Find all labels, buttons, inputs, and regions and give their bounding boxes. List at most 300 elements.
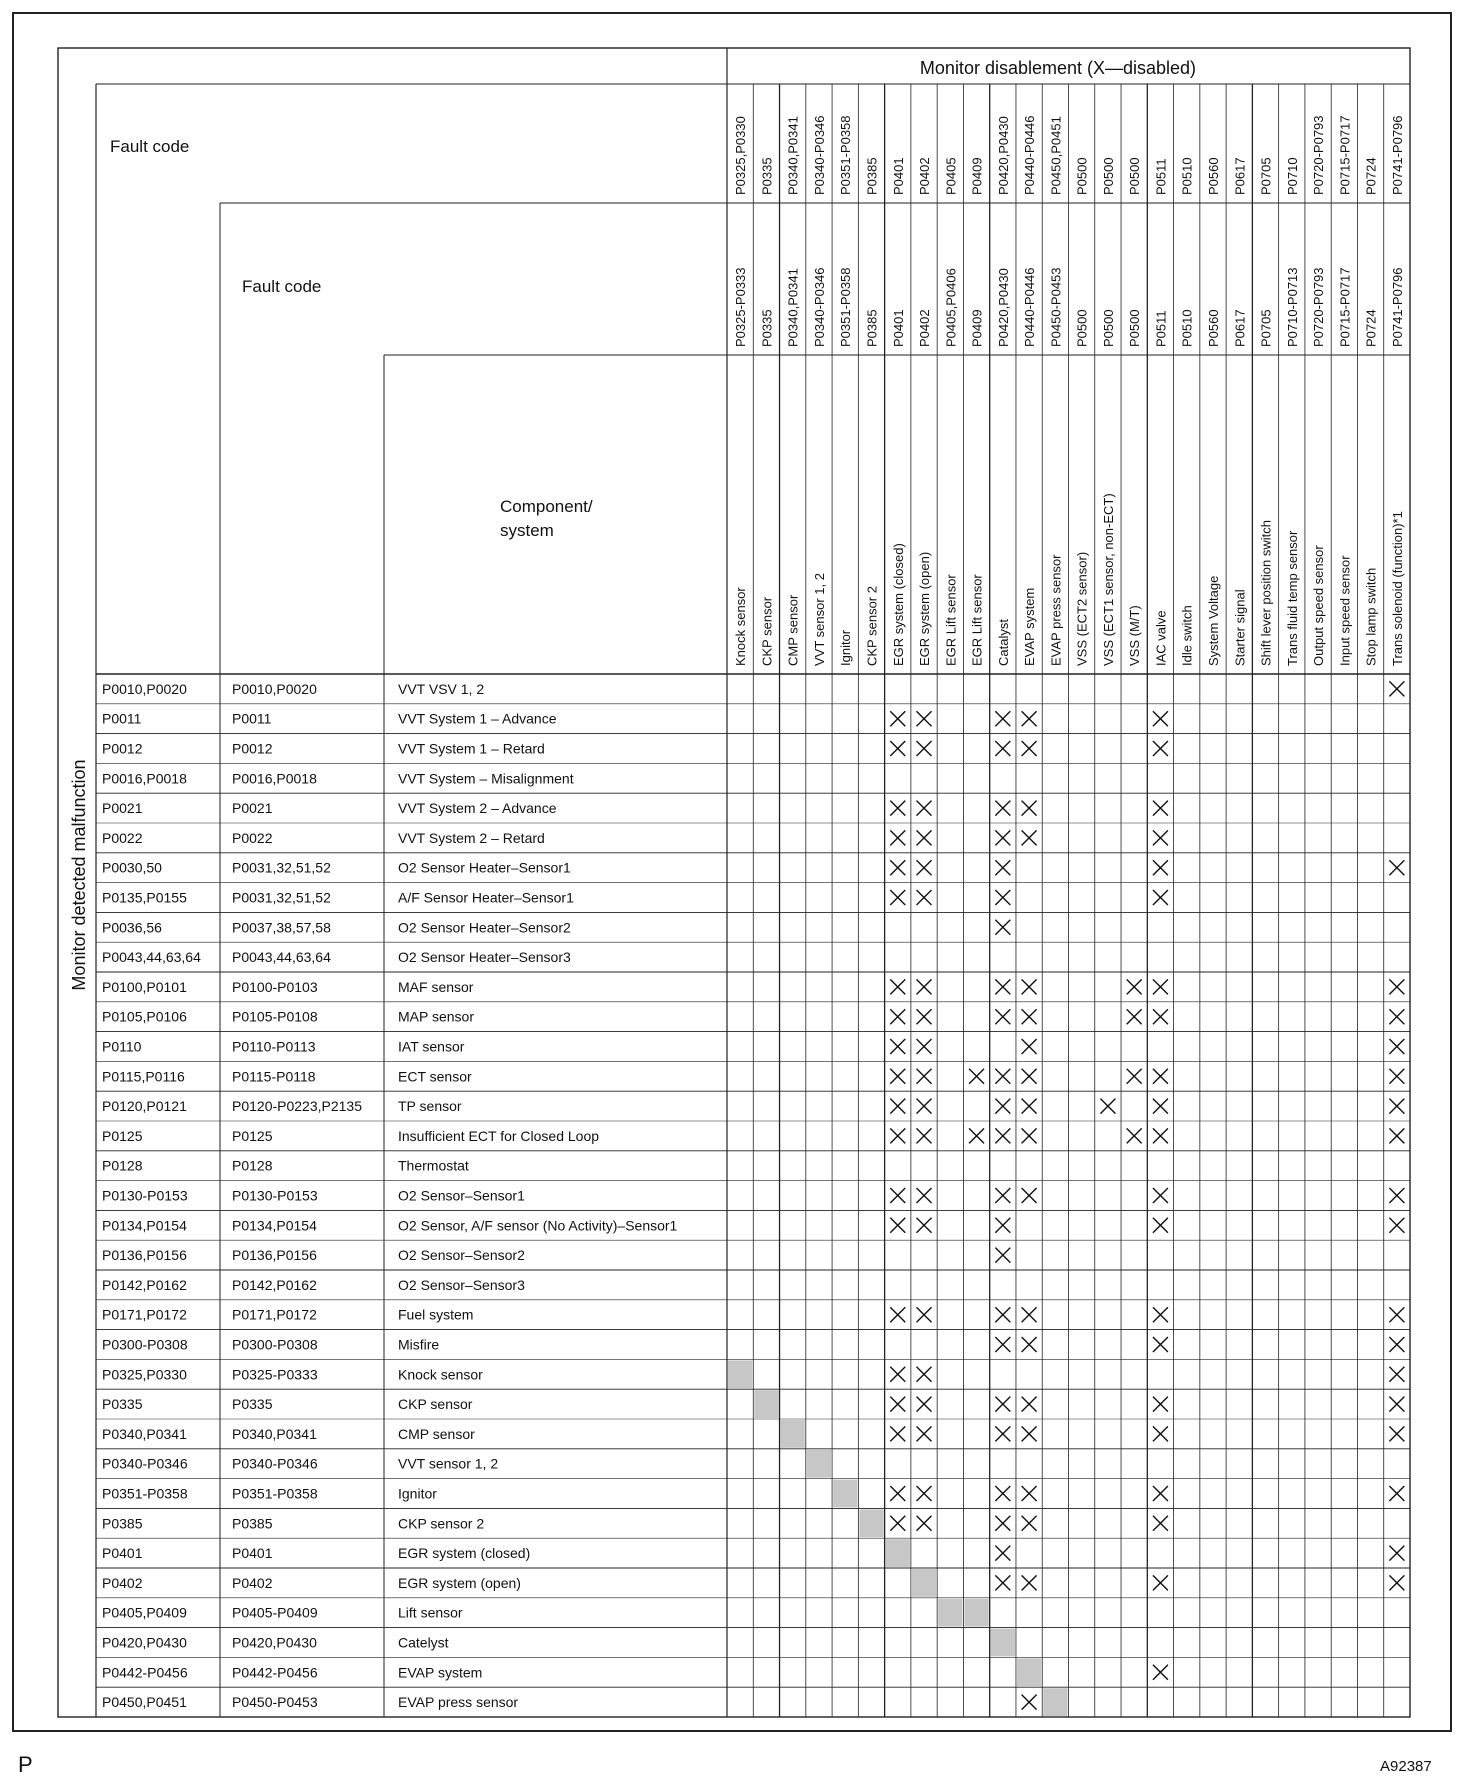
row-code-secondary: P0128: [232, 1157, 273, 1174]
x-mark: [1389, 681, 1404, 696]
column-code-primary: P0715-P0717: [1337, 115, 1353, 195]
figure-id: A92387: [1380, 1758, 1432, 1775]
column-component-name: Output speed sensor: [1311, 545, 1327, 666]
row-component: Thermostat: [398, 1157, 469, 1174]
column-code-primary: P0401: [890, 157, 906, 195]
x-mark: [917, 1009, 932, 1024]
x-mark: [1153, 1516, 1168, 1531]
shaded-cell: [728, 1360, 752, 1388]
column-code-secondary: P0511: [1153, 310, 1169, 347]
column-code-secondary: P0420,P0430: [995, 268, 1011, 347]
row-code-primary: P0120,P0121: [102, 1098, 187, 1115]
x-mark: [890, 1307, 905, 1322]
row-code-secondary: P0442-P0456: [232, 1664, 318, 1681]
row-component: MAP sensor: [398, 1008, 474, 1025]
column-code-secondary: P0500: [1127, 309, 1143, 347]
row-component: Lift sensor: [398, 1604, 463, 1621]
x-mark: [1389, 1397, 1404, 1412]
row-code-secondary: P0385: [232, 1515, 273, 1532]
column-component-name: Stop lamp switch: [1363, 567, 1379, 666]
column-component-name: Shift lever position switch: [1258, 520, 1274, 666]
x-mark: [1127, 1009, 1142, 1024]
row-code-secondary: P0134,P0154: [232, 1217, 317, 1234]
x-mark: [917, 830, 932, 845]
row-code-primary: P0405,P0409: [102, 1604, 187, 1621]
x-mark: [1389, 1575, 1404, 1590]
x-mark: [995, 1307, 1010, 1322]
x-mark: [995, 1575, 1010, 1590]
x-mark: [890, 830, 905, 845]
column-code-secondary: P0617: [1232, 309, 1248, 347]
row-component: VVT sensor 1, 2: [398, 1455, 499, 1472]
column-code-primary: P0405: [943, 157, 959, 195]
x-mark: [1153, 1188, 1168, 1203]
row-code-secondary: P0031,32,51,52: [232, 859, 331, 876]
column-code-secondary: P0340,P0341: [785, 268, 801, 347]
table-labels: [69, 58, 1196, 991]
column-code-secondary: P0450-P0453: [1048, 267, 1064, 347]
x-mark: [1153, 711, 1168, 726]
row-code-primary: P0134,P0154: [102, 1217, 187, 1234]
x-mark: [1153, 1486, 1168, 1501]
x-mark: [917, 1218, 932, 1233]
x-mark: [1022, 830, 1037, 845]
x-mark: [1389, 1069, 1404, 1084]
column-code-primary: P0325,P0330: [733, 116, 749, 195]
row-code-primary: P0010,P0020: [102, 680, 187, 697]
row-code-primary: P0012: [102, 740, 143, 757]
row-code-secondary: P0405-P0409: [232, 1604, 318, 1621]
row-component: O2 Sensor Heater–Sensor2: [398, 919, 571, 936]
x-mark: [890, 741, 905, 756]
shaded-cell: [833, 1480, 857, 1508]
row-code-secondary: P0016,P0018: [232, 770, 317, 787]
column-code-primary: P0340-P0346: [811, 115, 827, 195]
x-mark: [917, 1039, 932, 1054]
x-mark: [1022, 1695, 1037, 1710]
x-mark: [1022, 1069, 1037, 1084]
x-mark: [1127, 1128, 1142, 1143]
row-code-secondary: P0021: [232, 800, 273, 817]
x-mark: [917, 741, 932, 756]
column-code-secondary: P0335: [759, 309, 775, 347]
column-code-primary: P0617: [1232, 157, 1248, 195]
row-code-secondary: P0120-P0223,P2135: [232, 1098, 362, 1115]
column-code-primary: P0402: [917, 157, 933, 195]
x-mark: [995, 801, 1010, 816]
column-component-name: Ignitor: [838, 629, 854, 666]
column-component-name: VVT sensor 1, 2: [811, 573, 827, 666]
x-mark: [1127, 1069, 1142, 1084]
row-component: VVT System 2 – Retard: [398, 829, 545, 846]
x-mark: [995, 979, 1010, 994]
row-code-primary: P0128: [102, 1157, 143, 1174]
monitor-title: Monitor disablement (X—disabled): [919, 58, 1197, 78]
row-code-primary: P0420,P0430: [102, 1634, 187, 1651]
shaded-cell: [991, 1629, 1015, 1657]
x-mark: [995, 860, 1010, 875]
row-code-primary: P0043,44,63,64: [102, 949, 201, 966]
x-mark: [890, 1397, 905, 1412]
x-mark: [995, 1486, 1010, 1501]
column-code-primary: P0500: [1127, 157, 1143, 195]
x-mark: [917, 1307, 932, 1322]
column-code-primary: P0710: [1284, 157, 1300, 195]
row-code-primary: P0351-P0358: [102, 1485, 188, 1502]
row-code-primary: P0401: [102, 1545, 143, 1562]
x-mark: [1022, 1188, 1037, 1203]
x-mark: [890, 1367, 905, 1382]
row-code-secondary: P0037,38,57,58: [232, 919, 331, 936]
column-code-secondary: P0340-P0346: [811, 267, 827, 347]
row-code-primary: P0340-P0346: [102, 1455, 188, 1472]
column-code-primary: P0351-P0358: [838, 115, 854, 195]
x-mark: [890, 1069, 905, 1084]
row-code-primary: P0130-P0153: [102, 1187, 188, 1204]
row-component: CKP sensor: [398, 1396, 473, 1413]
row-component: O2 Sensor Heater–Sensor1: [398, 859, 571, 876]
x-mark: [917, 1128, 932, 1143]
row-code-primary: P0036,56: [102, 919, 162, 936]
x-mark: [890, 860, 905, 875]
x-mark: [1022, 1039, 1037, 1054]
x-mark: [1153, 979, 1168, 994]
column-code-secondary: P0405,P0406: [943, 268, 959, 347]
row-code-secondary: P0171,P0172: [232, 1306, 317, 1323]
row-code-secondary: P0335: [232, 1396, 273, 1413]
x-mark: [1389, 1546, 1404, 1561]
column-code-secondary: P0385: [864, 309, 880, 347]
x-mark: [1153, 890, 1168, 905]
x-mark: [917, 1426, 932, 1441]
row-code-secondary: P0130-P0153: [232, 1187, 318, 1204]
x-mark: [1100, 1099, 1115, 1114]
row-code-primary: P0110: [102, 1038, 142, 1055]
x-mark: [917, 1516, 932, 1531]
row-component: Knock sensor: [398, 1366, 483, 1383]
x-mark: [917, 1069, 932, 1084]
row-code-primary: P0115,P0116: [102, 1068, 185, 1085]
x-mark: [1153, 1069, 1168, 1084]
shaded-cell: [912, 1569, 936, 1597]
row-code-secondary: P0401: [232, 1545, 273, 1562]
x-mark: [917, 890, 932, 905]
x-mark: [890, 1486, 905, 1501]
x-mark: [1389, 1307, 1404, 1322]
column-component-name: Catalyst: [995, 619, 1011, 666]
row-code-secondary: P0125: [232, 1127, 273, 1144]
row-component: MAF sensor: [398, 978, 474, 995]
column-code-primary: P0500: [1074, 157, 1090, 195]
column-component-name: EGR system (open): [917, 551, 933, 666]
x-mark: [969, 1128, 984, 1143]
x-mark: [995, 1337, 1010, 1352]
column-code-secondary: P0724: [1363, 309, 1379, 347]
shaded-cell: [781, 1420, 805, 1448]
row-code-secondary: P0402: [232, 1574, 273, 1591]
row-code-secondary: P0012: [232, 740, 273, 757]
column-code-secondary: P0500: [1074, 309, 1090, 347]
x-mark: [890, 1516, 905, 1531]
x-mark: [1389, 1188, 1404, 1203]
row-component: O2 Sensor–Sensor2: [398, 1247, 525, 1264]
x-mark: [917, 801, 932, 816]
row-code-primary: P0100,P0101: [102, 978, 187, 995]
row-component: EVAP system: [398, 1664, 483, 1681]
row-code-primary: P0016,P0018: [102, 770, 187, 787]
row-component: O2 Sensor–Sensor1: [398, 1187, 525, 1204]
x-mark: [1389, 1218, 1404, 1233]
column-component-name: EVAP press sensor: [1048, 554, 1064, 666]
x-mark: [1153, 1099, 1168, 1114]
column-component-name: CMP sensor: [785, 594, 801, 666]
x-mark: [890, 1218, 905, 1233]
row-code-secondary: P0340,P0341: [232, 1425, 317, 1442]
component-label-line1: Component/: [500, 497, 593, 516]
x-mark: [995, 1397, 1010, 1412]
x-mark: [890, 1009, 905, 1024]
column-component-name: EGR system (closed): [890, 543, 906, 666]
x-mark: [995, 890, 1010, 905]
x-mark: [1153, 1397, 1168, 1412]
row-code-primary: P0011: [102, 710, 142, 727]
x-mark: [1153, 1009, 1168, 1024]
x-mark: [995, 741, 1010, 756]
column-code-secondary: P0705: [1258, 309, 1274, 347]
x-mark: [1153, 1665, 1168, 1680]
column-component-name: VSS (ECT1 sensor, non-ECT): [1100, 493, 1116, 666]
row-component: Fuel system: [398, 1306, 474, 1323]
x-mark: [1153, 1307, 1168, 1322]
row-component: EGR system (open): [398, 1574, 521, 1591]
row-code-secondary: P0450-P0453: [232, 1694, 318, 1711]
x-mark: [1389, 1099, 1404, 1114]
x-mark: [890, 1128, 905, 1143]
x-mark: [1153, 741, 1168, 756]
x-mark: [1153, 801, 1168, 816]
row-code-primary: P0135,P0155: [102, 889, 187, 906]
x-mark: [1389, 1486, 1404, 1501]
x-mark: [917, 1367, 932, 1382]
row-code-primary: P0021: [102, 800, 143, 817]
x-mark: [969, 1069, 984, 1084]
column-code-primary: P0385: [864, 157, 880, 195]
x-mark: [995, 830, 1010, 845]
row-component: VVT System – Misalignment: [398, 770, 574, 787]
shaded-cell: [938, 1599, 962, 1627]
row-code-secondary: P0022: [232, 829, 273, 846]
row-code-primary: P0171,P0172: [102, 1306, 187, 1323]
row-code-primary: P0450,P0451: [102, 1694, 187, 1711]
x-mark: [1153, 1575, 1168, 1590]
x-mark: [1389, 1128, 1404, 1143]
x-mark: [890, 801, 905, 816]
row-code-primary: P0335: [102, 1396, 143, 1413]
row-component: IAT sensor: [398, 1038, 465, 1055]
x-mark: [1153, 830, 1168, 845]
row-component: VVT System 1 – Retard: [398, 740, 545, 757]
column-code-primary: P0511: [1153, 158, 1169, 195]
x-mark: [1022, 1397, 1037, 1412]
row-code-secondary: P0325-P0333: [232, 1366, 318, 1383]
x-mark: [917, 860, 932, 875]
column-component-name: EGR Lift sensor: [969, 574, 985, 666]
shaded-cell: [807, 1450, 831, 1478]
fault-code-outer-label: Fault code: [110, 137, 190, 156]
row-component: EGR system (closed): [398, 1545, 531, 1562]
row-code-secondary: P0136,P0156: [232, 1247, 317, 1264]
x-mark: [1022, 1575, 1037, 1590]
column-component-name: Input speed sensor: [1337, 555, 1353, 666]
column-code-primary: P0340,P0341: [785, 116, 801, 195]
row-component: A/F Sensor Heater–Sensor1: [398, 889, 574, 906]
row-component: CKP sensor 2: [398, 1515, 485, 1532]
x-mark: [1153, 860, 1168, 875]
column-code-secondary: P0710-P0713: [1284, 267, 1300, 347]
column-code-secondary: P0720-P0793: [1311, 267, 1327, 347]
x-mark: [995, 920, 1010, 935]
x-mark: [1389, 1367, 1404, 1382]
row-code-secondary: P0142,P0162: [232, 1276, 317, 1293]
row-code-primary: P0442-P0456: [102, 1664, 188, 1681]
row-code-secondary: P0340-P0346: [232, 1455, 318, 1472]
x-mark: [1022, 711, 1037, 726]
row-component: O2 Sensor, A/F sensor (No Activity)–Sensor1: [398, 1217, 678, 1234]
row-code-secondary: P0105-P0108: [232, 1008, 318, 1025]
column-component-name: IAC valve: [1153, 610, 1169, 666]
column-code-primary: P0440-P0446: [1022, 115, 1038, 195]
row-code-secondary: P0043,44,63,64: [232, 949, 331, 966]
x-mark: [890, 1099, 905, 1114]
x-mark: [917, 711, 932, 726]
column-code-secondary: P0715-P0717: [1337, 267, 1353, 347]
x-mark: [890, 711, 905, 726]
x-mark: [1022, 1009, 1037, 1024]
column-component-name: EGR Lift sensor: [943, 574, 959, 666]
x-mark: [995, 1069, 1010, 1084]
column-code-secondary: P0325-P0333: [733, 267, 749, 347]
x-mark: [1022, 1128, 1037, 1143]
column-code-secondary: P0409: [969, 309, 985, 347]
column-component-name: System Voltage: [1205, 575, 1221, 666]
row-code-primary: P0142,P0162: [102, 1276, 187, 1293]
x-mark: [1389, 1009, 1404, 1024]
x-mark: [995, 1426, 1010, 1441]
row-component: O2 Sensor Heater–Sensor3: [398, 949, 571, 966]
shaded-cell: [1017, 1658, 1041, 1686]
row-labels: [102, 681, 678, 1710]
shaded-cell: [754, 1390, 778, 1418]
x-mark: [1022, 1307, 1037, 1322]
x-mark: [1022, 741, 1037, 756]
row-code-secondary: P0031,32,51,52: [232, 889, 331, 906]
x-mark: [917, 1099, 932, 1114]
column-component-name: Trans fluid temp sensor: [1284, 530, 1300, 666]
x-mark: [995, 1546, 1010, 1561]
column-code-secondary: P0741-P0796: [1389, 267, 1405, 347]
column-component-name: Idle switch: [1179, 605, 1195, 666]
row-code-primary: P0402: [102, 1574, 143, 1591]
column-code-secondary: P0351-P0358: [838, 267, 854, 347]
row-component: ECT sensor: [398, 1068, 472, 1085]
fault-code-inner-label: Fault code: [242, 277, 322, 296]
x-mark: [995, 1009, 1010, 1024]
row-component: VVT VSV 1, 2: [398, 680, 485, 697]
x-mark: [995, 711, 1010, 726]
shaded-cell: [886, 1539, 910, 1567]
column-code-primary: P0450,P0451: [1048, 116, 1064, 195]
x-mark: [1022, 1516, 1037, 1531]
column-component-name: Starter signal: [1232, 589, 1248, 666]
column-component-name: VSS (ECT2 sensor): [1074, 551, 1090, 666]
x-mark: [890, 979, 905, 994]
column-code-primary: P0335: [759, 157, 775, 195]
column-code-secondary: P0560: [1205, 309, 1221, 347]
x-mark: [1389, 1039, 1404, 1054]
component-label-line2: system: [500, 521, 554, 540]
column-headers: [733, 115, 1405, 666]
x-mark: [917, 979, 932, 994]
row-component: O2 Sensor–Sensor3: [398, 1276, 525, 1293]
x-mark: [995, 1188, 1010, 1203]
column-code-secondary: P0510: [1179, 309, 1195, 347]
row-code-secondary: P0420,P0430: [232, 1634, 317, 1651]
x-mark: [890, 890, 905, 905]
column-code-primary: P0420,P0430: [995, 116, 1011, 195]
x-mark: [890, 1426, 905, 1441]
side-label: Monitor detected malfunction: [69, 759, 89, 991]
row-component: Insufficient ECT for Closed Loop: [398, 1127, 600, 1144]
column-code-primary: P0500: [1100, 157, 1116, 195]
row-code-primary: P0030,50: [102, 859, 162, 876]
row-code-primary: P0385: [102, 1515, 143, 1532]
row-code-primary: P0105,P0106: [102, 1008, 187, 1025]
row-component: CMP sensor: [398, 1425, 475, 1442]
row-code-secondary: P0110-P0113: [232, 1038, 316, 1055]
row-code-secondary: P0010,P0020: [232, 680, 317, 697]
row-component: TP sensor: [398, 1098, 462, 1115]
row-code-primary: P0325,P0330: [102, 1366, 187, 1383]
x-mark: [1022, 1099, 1037, 1114]
row-component: EVAP press sensor: [398, 1694, 519, 1711]
column-component-name: EVAP system: [1022, 587, 1038, 666]
column-code-secondary: P0440-P0446: [1022, 267, 1038, 347]
column-component-name: CKP sensor 2: [864, 586, 880, 666]
row-code-secondary: P0011: [232, 710, 272, 727]
column-code-primary: P0724: [1363, 157, 1379, 195]
x-mark: [917, 1486, 932, 1501]
column-component-name: Knock sensor: [733, 587, 749, 666]
x-mark: [995, 1099, 1010, 1114]
x-mark: [1389, 860, 1404, 875]
x-mark: [1022, 1486, 1037, 1501]
column-code-primary: P0705: [1258, 157, 1274, 195]
shaded-cell: [1043, 1688, 1067, 1716]
x-mark: [917, 1397, 932, 1412]
column-code-primary: P0510: [1179, 157, 1195, 195]
row-code-primary: P0022: [102, 829, 143, 846]
x-mark: [995, 1128, 1010, 1143]
x-mark: [917, 1188, 932, 1203]
column-code-primary: P0720-P0793: [1311, 115, 1327, 195]
x-mark: [1389, 1337, 1404, 1352]
page-letter: P: [18, 1752, 33, 1777]
x-mark: [1389, 979, 1404, 994]
row-code-primary: P0125: [102, 1127, 143, 1144]
row-component: Misfire: [398, 1336, 440, 1353]
row-component: Ignitor: [398, 1485, 437, 1502]
x-mark: [1022, 801, 1037, 816]
